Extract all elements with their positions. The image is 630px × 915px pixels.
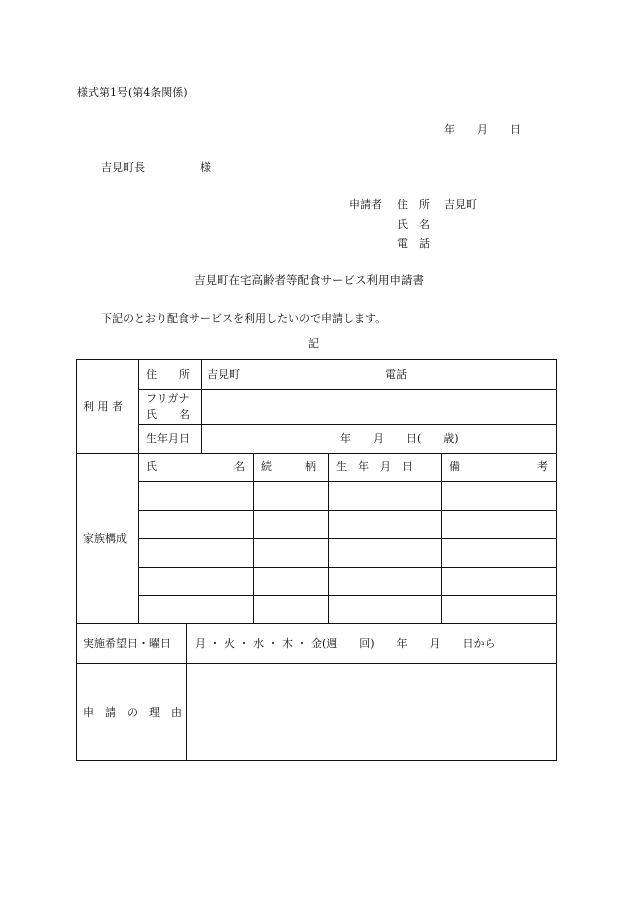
row-line xyxy=(138,567,557,568)
schedule-value: 月 ・ 火 ・ 水 ・ 木 ・ 金(週 回) 年 月 日から xyxy=(195,637,496,650)
user-furigana-label: フリガナ xyxy=(146,392,190,405)
schedule-label: 実施希望日・曜日 xyxy=(83,637,171,650)
family-col-name: 氏 名 xyxy=(146,460,245,473)
document-title: 吉見町在宅高齢者等配食サービス利用申請書 xyxy=(194,273,424,287)
ki-heading: 記 xyxy=(308,337,319,350)
applicant-address-label: 住 所 xyxy=(397,198,430,211)
user-name-label: 氏 名 xyxy=(146,408,190,421)
col-line xyxy=(201,359,202,454)
family-section-label: 家族構成 xyxy=(83,532,127,545)
table-border-bottom xyxy=(76,760,557,761)
user-birth-value: 年 月 日( 歳) xyxy=(340,432,459,445)
addressee: 吉見町長 様 xyxy=(101,161,211,174)
row-line xyxy=(138,538,557,539)
table-border-right xyxy=(556,359,557,761)
reason-label: 申 請 の 理 由 xyxy=(83,706,182,719)
applicant-phone-label: 電 話 xyxy=(397,237,430,250)
reason-field[interactable] xyxy=(187,664,556,760)
applicant-label: 申請者 xyxy=(349,198,382,211)
row-line xyxy=(138,595,557,596)
user-address-value: 吉見町 xyxy=(207,368,240,381)
table-border-left xyxy=(76,359,77,761)
date-line: 年 月 日 xyxy=(444,123,521,136)
row-line xyxy=(76,453,557,454)
user-address-label: 住 所 xyxy=(146,368,190,381)
family-col-relation: 続 柄 xyxy=(261,460,316,473)
family-col-birth: 生 年 月 日 xyxy=(336,460,413,473)
user-section-label: 利 用 者 xyxy=(83,400,123,413)
family-col-note: 備 考 xyxy=(449,460,548,473)
applicant-address-value: 吉見町 xyxy=(444,198,477,211)
col-line xyxy=(441,453,442,623)
row-line xyxy=(138,510,557,511)
intro-text: 下記のとおり配食サービスを利用したいので申請します。 xyxy=(101,312,387,325)
user-phone-label: 電話 xyxy=(385,368,407,381)
row-line xyxy=(138,481,557,482)
row-line xyxy=(76,623,557,624)
applicant-name-label: 氏 名 xyxy=(397,218,430,231)
form-number: 様式第1号(第4条関係) xyxy=(77,86,188,99)
col-line xyxy=(253,453,254,623)
user-birth-label: 生年月日 xyxy=(146,432,190,445)
table-border-top xyxy=(76,359,557,360)
col-line xyxy=(138,359,139,623)
col-line xyxy=(328,453,329,623)
